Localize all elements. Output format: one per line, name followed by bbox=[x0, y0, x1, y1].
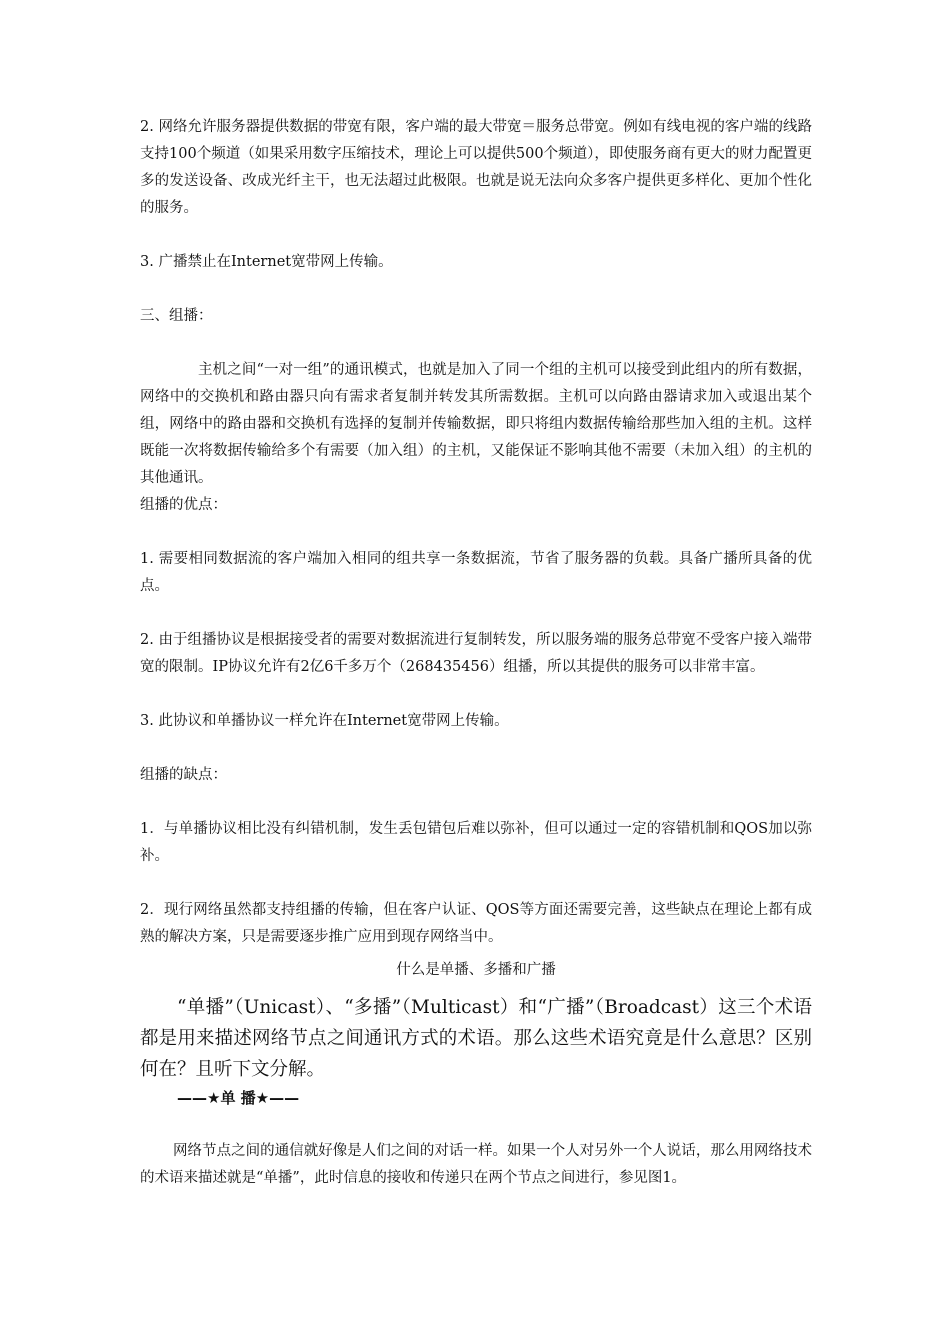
spacer bbox=[140, 222, 812, 249]
article-title: 什么是单播、多播和广播 bbox=[396, 962, 556, 978]
spacer bbox=[140, 600, 812, 627]
spacer bbox=[140, 519, 812, 546]
document-page bbox=[140, 114, 812, 1192]
multicast-pro-item-3: 3. 此协议和单播协议一样允许在Internet宽带网上传输。 bbox=[140, 713, 509, 729]
spacer bbox=[140, 276, 812, 303]
article-intro: “单播”（Unicast）、“多播”（Multicast）和“广播”（Broadcast）这三个术语都是用来描述网络节点之间通讯方式的术语。那么这些术语究竟是什么意思？区别何在？且听下文分解。 bbox=[140, 997, 812, 1080]
spacer bbox=[140, 330, 812, 357]
unicast-heading: ——★单 播★—— bbox=[177, 1089, 300, 1107]
multicast-con-item-2: 2．现行网络虽然都支持组播的传输，但在客户认证、QOS等方面还需要完善，这些缺点在理论上都有成熟的解决方案，只是需要逐步推广应用到现存网络当中。 bbox=[140, 902, 812, 945]
unicast-body: 网络节点之间的通信就好像是人们之间的对话一样。如果一个人对另外一个人说话，那么用网络技术的术语来描述就是“单播”，此时信息的接收和传递只在两个节点之间进行，参见图1。 bbox=[140, 1143, 812, 1186]
multicast-pro-item-2: 2. 由于组播协议是根据接受者的需要对数据流进行复制转发，所以服务端的服务总带宽不受客户接入端带宽的限制。IP协议允许有2亿6千多万个（268435456）组播，所以其提供的服务可以非常丰富。 bbox=[140, 632, 812, 675]
multicast-cons-heading: 组播的缺点： bbox=[140, 767, 227, 783]
spacer bbox=[140, 789, 812, 816]
broadcast-con-item-3: 3. 广播禁止在Internet宽带网上传输。 bbox=[140, 254, 393, 270]
broadcast-con-item-2: 2. 网络允许服务器提供数据的带宽有限，客户端的最大带宽＝服务总带宽。例如有线电视的客户端的线路支持100个频道（如果采用数字压缩技术，理论上可以提供500个频道），即使服务商有更大的财力配置更多的发送设备、改成光纤主干，也无法超过此极限。也就是说无法向众多客户提供更多样化、更加个性化的服务。 bbox=[140, 119, 812, 216]
multicast-heading: 三、组播： bbox=[140, 308, 213, 324]
multicast-pro-item-1: 1. 需要相同数据流的客户端加入相同的组共享一条数据流，节省了服务器的负载。具备广播所具备的优点。 bbox=[140, 551, 812, 594]
spacer bbox=[140, 870, 812, 897]
spacer bbox=[140, 735, 812, 762]
multicast-description: 主机之间“一对一组”的通讯模式，也就是加入了同一个组的主机可以接受到此组内的所有数据，网络中的交换机和路由器只向有需求者复制并转发其所需数据。主机可以向路由器请求加入或退出某个组，网络中的路由器和交换机有选择的复制并传输数据，即只将组内数据传输给那些加入组的主机。这样既能一次将数据传输给多个有需要（加入组）的主机，又能保证不影响其他不需要（未加入组）的主机的其他通讯。 bbox=[140, 362, 812, 486]
multicast-con-item-1: 1．与单播协议相比没有纠错机制，发生丢包错包后难以弥补，但可以通过一定的容错机制和QOS加以弥补。 bbox=[140, 821, 812, 864]
spacer bbox=[140, 681, 812, 708]
spacer bbox=[140, 1111, 812, 1138]
multicast-pros-heading: 组播的优点： bbox=[140, 497, 227, 513]
